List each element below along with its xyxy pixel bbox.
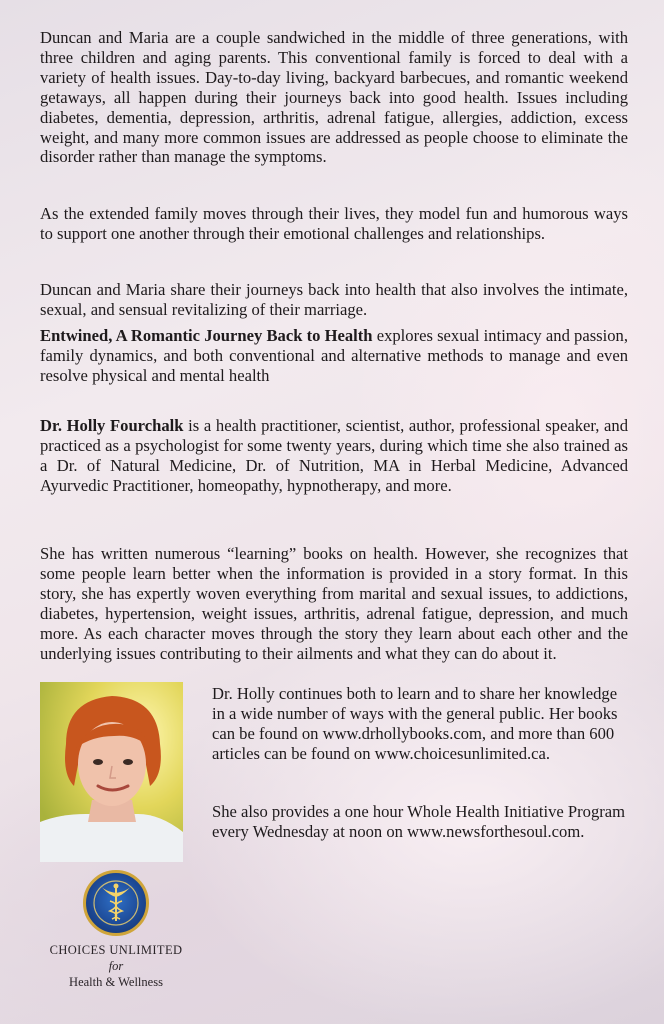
author-portrait-image: [40, 682, 183, 862]
author-name: Dr. Holly Fourchalk: [40, 416, 184, 435]
synopsis-paragraph-4-text: explores sexual intimacy and passion, family dynamics, and both conventional and alternative methods to manage and even resolve physical and mental health: [40, 326, 628, 385]
book-title: Entwined, A Romantic Journey Back to Health: [40, 326, 373, 345]
author-bio-paragraph: [40, 416, 628, 496]
logo-line-1: CHOICES UNLIMITED: [49, 943, 183, 957]
author-photo: [40, 682, 183, 862]
synopsis-paragraph-3: Duncan and Maria share their journeys back into health that also involves the intimate, sexual, and sensual revitalizing of their marriage.: [40, 280, 628, 319]
author-bio-text: is a health practitioner, scientist, author, professional speaker, and practiced as a psychologist for some twenty years, during which time she also trained as a Dr. of Natural Medicine, Dr. of Nutrition, MA in Herbal Medicine, Advanced Ayurvedic Practitioner, homeopathy, hypnotherapy, and more.: [40, 416, 629, 495]
caduceus-emblem: [86, 873, 146, 933]
logo-line-3: Health & Wellness: [69, 975, 163, 989]
author-continues-paragraph: Dr. Holly continues both to learn and to share her knowledge in a wide number of ways with the general public. Her books can be found on www.drhollybooks.com, and more than 600 articles can be found on www.choicesunlimited.ca.: [212, 684, 618, 763]
synopsis-paragraph-1: Duncan and Maria are a couple sandwiched in the middle of three generations, with three children and aging parents. This conventional family is forced to deal with a variety of health issues. Day-to-day living, backyard barbecues, and romantic weekend getaways, all happen during their journeys back into good health. Issues including diabetes, dementia, depression, arthritis, adrenal fatigue, allergies, addiction, excess weight, and many more common issues are addressed as people choose to eliminate the disorder rather than manage the symptoms.: [40, 28, 628, 167]
choices-unlimited-logo: [36, 870, 196, 990]
author-books-paragraph: She has written numerous “learning” books on health. However, she recognizes that some people learn better when the information is provided in a story format. In this story, she has expertly woven everything from marital and sexual issues, to addictions, diabetes, hypertension, weight issues, arthritis, adrenal fatigue, depression, and much more. As each character moves through the story they learn about each other and the underlying issues contributing to their ailments and what they can do about it.: [40, 544, 628, 663]
synopsis-paragraph-2: As the extended family moves through their lives, they model fun and humorous ways to support one another through their emotional challenges and relationships.: [40, 204, 628, 243]
synopsis-paragraph-4: [40, 326, 628, 386]
logo-line-2: for: [108, 959, 124, 973]
author-program-paragraph: She also provides a one hour Whole Health Initiative Program every Wednesday at noon on www.newsforthesoul.com.: [212, 802, 626, 841]
caduceus-icon: [83, 870, 149, 936]
